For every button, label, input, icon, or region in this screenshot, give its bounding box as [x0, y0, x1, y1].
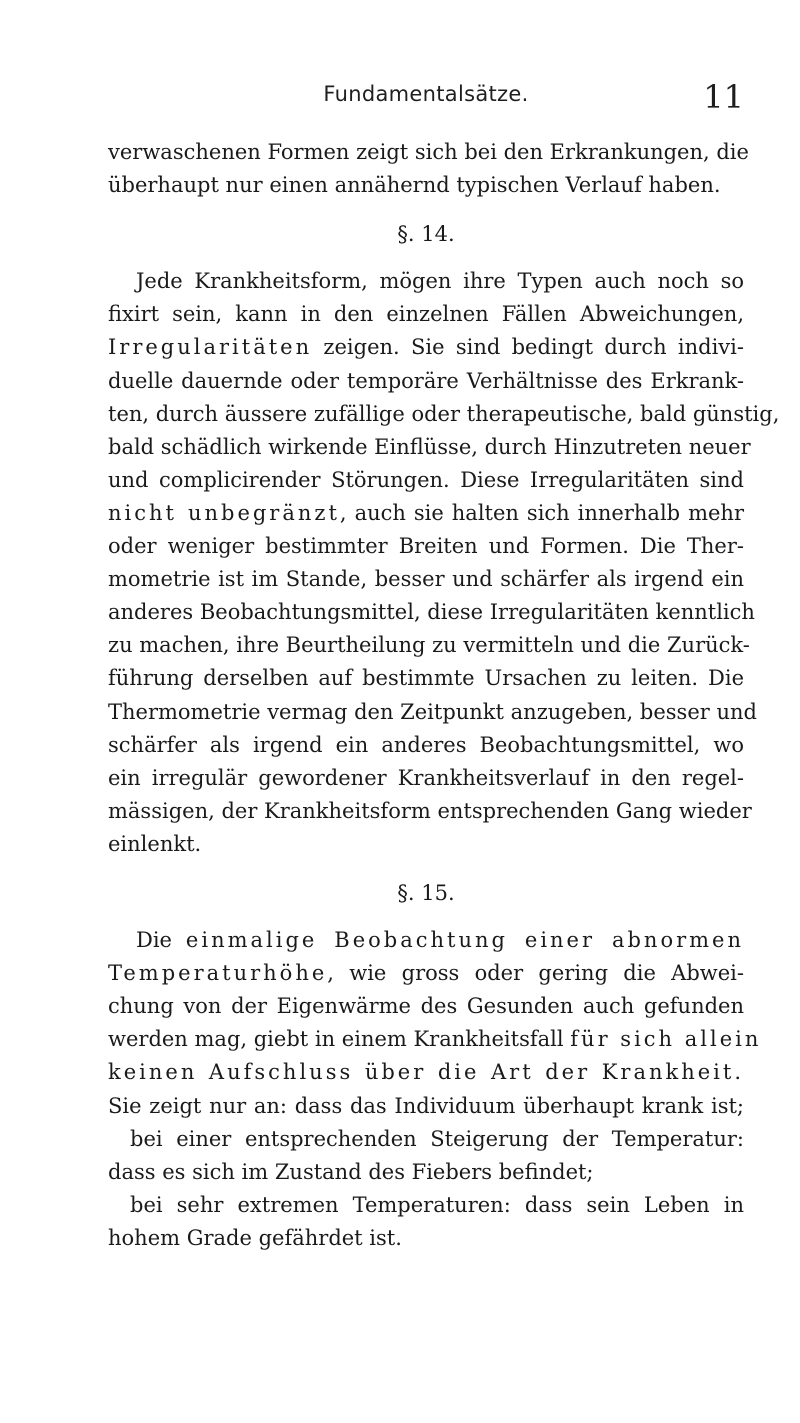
text-line: und complicirender Störungen. Diese Irregularitäten sind — [108, 467, 744, 492]
text-line: Jede Krankheitsform, mögen ihre Typen auch noch so — [136, 269, 744, 294]
page-number: 11 — [703, 78, 744, 116]
running-title: Fundamentalsätze. — [323, 82, 529, 106]
text-fragment: , wie gross oder gering die Abwei- — [327, 961, 744, 986]
text-fragment: Die — [136, 928, 186, 953]
section-heading-15: §. 15. — [397, 880, 455, 905]
text-line: führung derselben auf bestimmte Ursachen zu leiten. Die — [108, 666, 744, 691]
text-line — [108, 497, 744, 530]
emphasis-text: nicht unbegränzt — [108, 500, 340, 525]
text-fragment: , auch sie halten sich innerhalb mehr — [339, 500, 744, 525]
emphasis-text: für sich allein — [570, 1027, 762, 1052]
text-line: mometrie ist im Stande, besser und schärfer als irgend ein — [108, 567, 744, 592]
section-heading-14: §. 14. — [397, 222, 455, 247]
text-line: ten, durch äussere zufällige oder therapeutische, bald günstig, — [108, 401, 780, 426]
body-text — [108, 136, 780, 1255]
text-line: keinen Aufschluss über die Art der Krankheit. — [108, 1060, 744, 1085]
text-line: überhaupt nur einen annähernd typischen Verlauf haben. — [108, 173, 721, 198]
text-line: Sie zeigt nur an: dass das Individuum überhaupt krank ist; — [108, 1093, 744, 1118]
text-line: bei einer entsprechenden Steigerung der Temperatur: — [130, 1126, 744, 1151]
text-fragment: werden mag, giebt in einem Krankheitsfall — [108, 1027, 571, 1052]
text-line — [108, 1023, 762, 1056]
text-line: schärfer als irgend ein anderes Beobachtungsmittel, wo — [108, 732, 744, 757]
text-line: ein irregulär gewordener Krankheitsverlauf in den regel- — [108, 765, 744, 790]
text-fragment: zeigen. Sie sind bedingt durch indivi- — [312, 335, 744, 360]
text-line: zu machen, ihre Beurtheilung zu vermitteln und die Zurück- — [108, 633, 750, 658]
emphasis-text: Temperaturhöhe — [108, 961, 328, 986]
page-header — [108, 78, 744, 118]
text-line — [108, 924, 744, 957]
text-line: bei sehr extremen Temperaturen: dass sein Leben in — [130, 1192, 744, 1217]
emphasis-text: einmalige Beobachtung einer abnormen — [185, 928, 744, 953]
text-line: bald schädlich wirkende Einflüsse, durch Hinzutreten neuer — [108, 434, 751, 459]
text-line: duelle dauernde oder temporäre Verhältnisse des Erkrank- — [108, 368, 744, 393]
text-line: verwaschenen Formen zeigt sich bei den Erkrankungen, die — [108, 140, 749, 164]
text-line: Thermometrie vermag den Zeitpunkt anzugeben, besser und — [108, 699, 757, 724]
text-line: hohem Grade gefährdet ist. — [108, 1225, 402, 1250]
text-line: anderes Beobachtungsmittel, diese Irregularitäten kenntlich — [108, 600, 755, 625]
text-line — [108, 331, 744, 364]
text-line: fixirt sein, kann in den einzelnen Fällen Abweichungen, — [108, 302, 744, 327]
text-line: mässigen, der Krankheitsform entsprechenden Gang wieder — [108, 798, 752, 823]
text-line: dass es sich im Zustand des Fiebers befindet; — [108, 1159, 594, 1184]
text-line: einlenkt. — [108, 831, 202, 856]
text-line: chung von der Eigenwärme des Gesunden auch gefunden — [108, 994, 744, 1019]
text-line: oder weniger bestimmter Breiten und Formen. Die Ther- — [108, 534, 744, 559]
emphasis-text: Irregularitäten — [108, 335, 313, 360]
text-line — [108, 957, 744, 990]
